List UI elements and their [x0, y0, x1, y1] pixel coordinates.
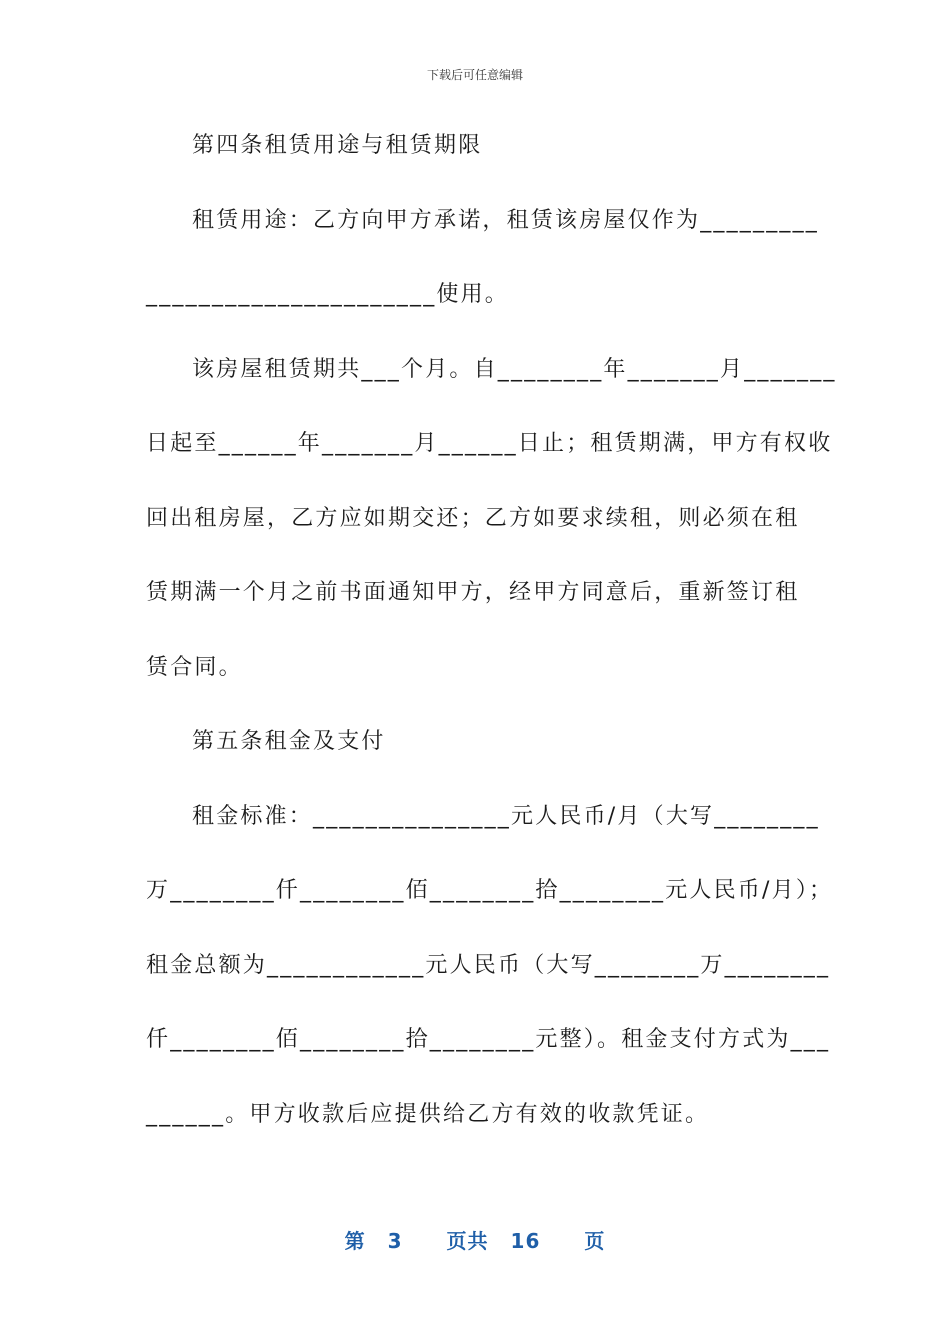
paragraph-line: 赁期满一个月之前书面通知甲方，经甲方同意后，重新签订租 [146, 580, 800, 605]
page-number: 3 [387, 1229, 403, 1253]
page-suffix: 页 [584, 1229, 606, 1253]
paragraph-line: 租金标准：_______________元人民币/月（大写________ [192, 803, 820, 829]
paragraph-line: 日起至______年_______月______日止；租赁期满，甲方有权收 [146, 431, 833, 456]
paragraph-line: ______________________使用。 [146, 282, 510, 307]
document-body [146, 126, 837, 1169]
paragraph-line: 回出租房屋，乙方应如期交还；乙方如要求续租，则必须在租 [146, 505, 800, 531]
paragraph-line: 赁合同。 [146, 654, 243, 680]
paragraph-line: 仟________佰________拾________元整）。租金支付方式为___ [146, 1027, 831, 1052]
article-5-heading: 第五条租金及支付 [192, 729, 386, 754]
page-middle: 页共 [446, 1229, 489, 1253]
paragraph-line: ______。甲方收款后应提供给乙方有效的收款凭证。 [146, 1101, 710, 1127]
page-prefix: 第 [344, 1229, 366, 1253]
paragraph-line: 租金总额为____________元人民币（大写________万________ [146, 952, 831, 978]
article-4-heading: 第四条租赁用途与租赁期限 [192, 133, 483, 158]
paragraph-line: 租赁用途：乙方向甲方承诺，租赁该房屋仅作为_________ [192, 207, 820, 233]
paragraph-line: 该房屋租赁期共___个月。自________年_______月_______ [192, 356, 837, 382]
page-footer [0, 1225, 950, 1254]
header-note: 下载后可任意编辑 [426, 68, 523, 82]
total-pages: 16 [510, 1229, 541, 1253]
paragraph-line: 万________仟________佰________拾________元人民币/月）； [146, 878, 834, 903]
